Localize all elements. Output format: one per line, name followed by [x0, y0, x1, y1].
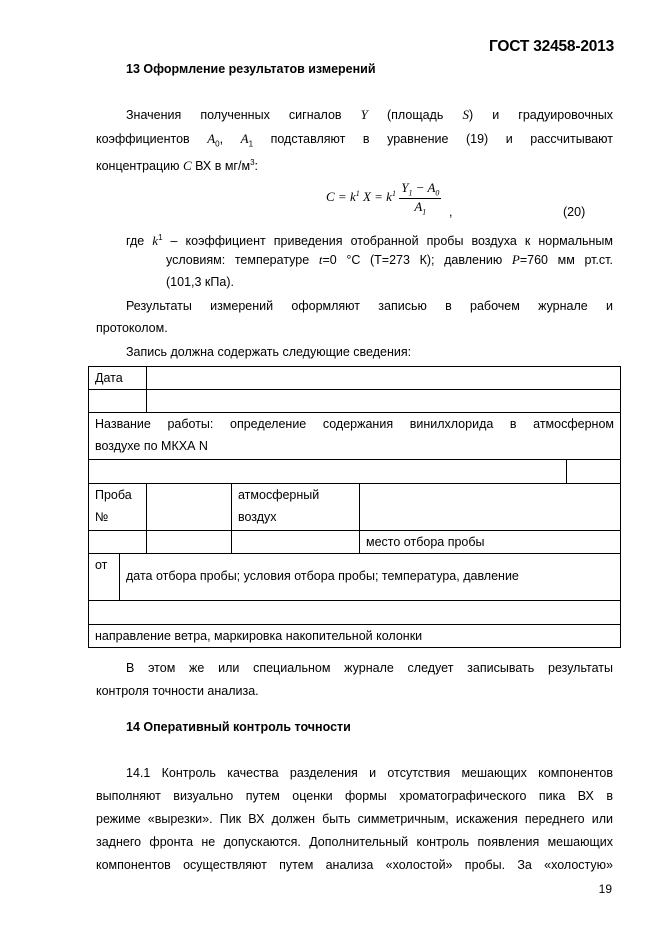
paragraph-line: компонентов осуществляют путем анализа «холостой» пробы. За «холостую» [96, 858, 613, 872]
paragraph-line: Значения полученных сигналов Y (площадь S) и градуировочных [126, 107, 613, 122]
table-row [89, 531, 621, 554]
probe-label: Проба № [89, 484, 147, 531]
table-row [89, 601, 621, 625]
section-13-title: 13 Оформление результатов измерений [126, 62, 376, 76]
symbol-a1: A [240, 131, 249, 146]
symbol-y: Y [360, 107, 368, 122]
from-label: от [89, 554, 120, 601]
paragraph-line: В этом же или специальном журнале следует записывать результаты [126, 661, 613, 675]
table-row [89, 460, 621, 484]
paragraph-line: контроля точности анализа. [96, 684, 259, 698]
symbol-a0: A [207, 131, 216, 146]
symbol-p: P [511, 252, 520, 267]
paragraph-line: режиме «вырезки». Пик ВХ должен быть симметричным, искажения переднего или [96, 812, 613, 826]
paragraph-line: концентрацию C ВХ в $мг/м^3$: [96, 158, 258, 174]
record-form-table [88, 366, 621, 648]
symbol-t: t [318, 252, 323, 267]
atmospheric-air-label: атмосферный воздух [232, 484, 360, 531]
formula-20: $C = k^1$ $X = k^1$ $\frac{Y_1 - A_0}{A_1}$ [326, 180, 440, 217]
where-line: условиям: температуре t=0 °С (Т=273 К); давлению P=760 мм рт.ст. [166, 252, 613, 267]
sampling-conditions-label: дата отбора пробы; условия отбора пробы; температура, давление [120, 554, 621, 601]
paragraph-line: Результаты измерений оформляют записью в рабочем журнале и [126, 299, 613, 313]
symbol-k: k [152, 233, 159, 249]
table-row [89, 413, 621, 460]
where-line: (101,3 кПа). [166, 275, 234, 289]
page-number: 19 [598, 882, 612, 896]
section-14-title: 14 Оперативный контроль точности [126, 720, 351, 734]
table-row [89, 390, 621, 413]
formula-comma: , [449, 205, 453, 219]
paragraph-line: 14.1 Контроль качества разделения и отсутствия мешающих компонентов [126, 766, 613, 780]
sampling-place-label: место отбора пробы [360, 531, 621, 554]
paragraph-line: протоколом. [96, 321, 168, 335]
paragraph-line: заднего фронта не допускаются. Дополнительный контроль появления мешающих [96, 835, 613, 849]
table-row [89, 484, 621, 531]
table-row [89, 625, 621, 648]
table-row [89, 554, 621, 601]
wind-marking-label: направление ветра, маркировка накопительной колонки [89, 625, 621, 648]
paragraph-line: выполняют визуально путем оценки формы хроматографического пика ВХ в [96, 789, 613, 803]
work-name-cell: Название работы: определение содержания винилхлорида в атмосферном воздухе по МКХА N [89, 413, 621, 460]
document-code: ГОСТ 32458-2013 [489, 38, 614, 55]
date-label: Дата [89, 367, 147, 390]
formula-number: (20) [563, 205, 586, 219]
where-line: где $k^1$ – коэффициент приведения отобранной пробы воздуха к нормальным [126, 233, 613, 249]
paragraph-line: Запись должна содержать следующие сведения: [126, 345, 412, 359]
symbol-s: S [462, 107, 469, 122]
table-row [89, 367, 621, 390]
formula-fraction: $\frac{Y_1 - A_0}{A_1}$ [401, 180, 440, 217]
symbol-c: C [182, 158, 192, 174]
paragraph-line: коэффициентов $A_0$, $A_1$ подставляют в уравнение (19) и рассчитывают [96, 131, 613, 149]
